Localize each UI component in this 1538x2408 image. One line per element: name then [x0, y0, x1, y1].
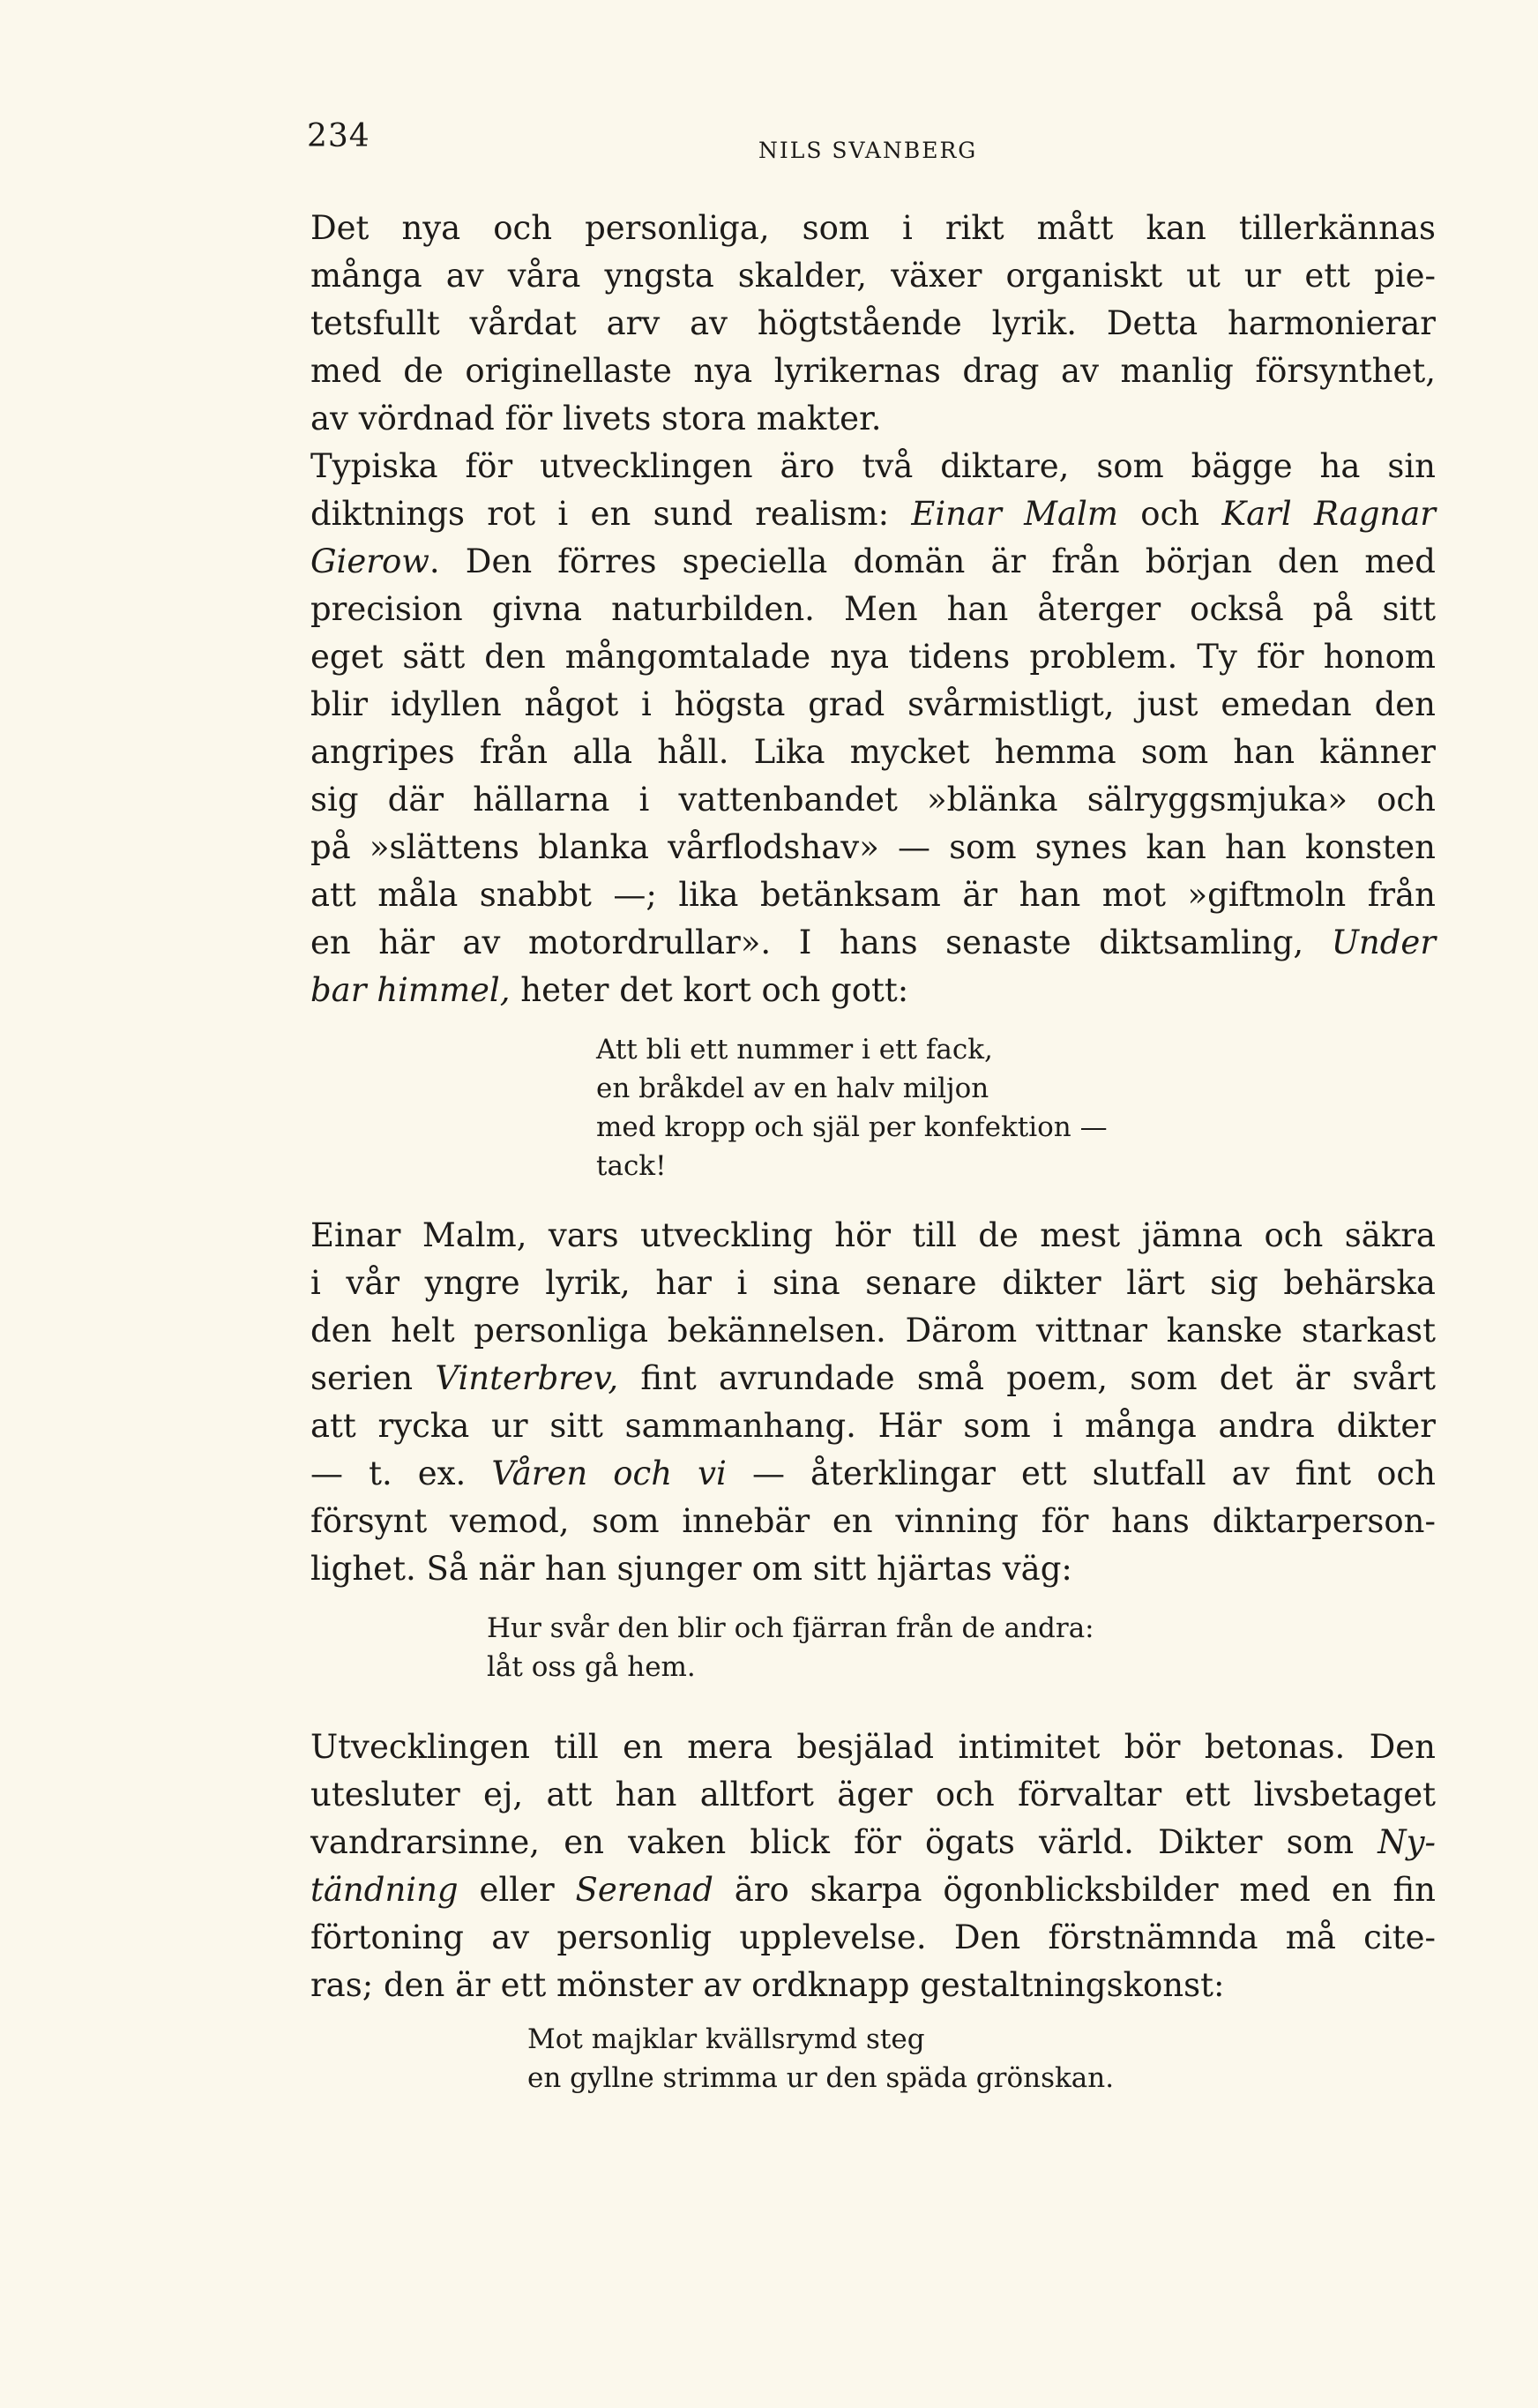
text-segment: Einar Malm, vars utveckling hör till de mest jämna och säkra [310, 1216, 1436, 1254]
poem-line: Hur svår den blir och fjärran från de andra: [487, 1612, 1094, 1644]
text-line [310, 205, 1436, 252]
text-segment: diktnings rot i en sund realism: [310, 495, 912, 533]
text-segment: — återklingar ett slutfall av fint och [726, 1455, 1436, 1492]
poem-line: Att bli ett nummer i ett fack, [596, 1034, 993, 1066]
italic-title-text: Ny- [1377, 1823, 1436, 1861]
text-line [310, 681, 1436, 729]
text-segment: precision givna naturbilden. Men han återger också på sitt [310, 590, 1436, 628]
text-line [310, 1545, 1436, 1593]
text-segment: lighet. Så när han sjunger om sitt hjärtas väg: [310, 1550, 1072, 1588]
text-segment: den helt personliga bekännelsen. Därom vittnar kanske starkast [310, 1312, 1436, 1350]
page-number: 234 [307, 118, 370, 154]
italic-title-text: bar himmel, [310, 971, 511, 1009]
text-line [310, 395, 1436, 443]
italic-title-text: Serenad [575, 1871, 713, 1909]
text-line [310, 1307, 1436, 1355]
text-segment: eget sätt den mångomtalade nya tidens problem. Ty för honom [310, 638, 1436, 676]
text-line [310, 300, 1436, 348]
poem-line: tack! [596, 1150, 667, 1182]
text-line [310, 1819, 1436, 1866]
text-segment: utesluter ej, att han alltfort äger och förvaltar ett livsbetaget [310, 1776, 1436, 1813]
text-line [310, 252, 1436, 300]
text-segment: ras; den är ett mönster av ordknapp gestaltningskonst: [310, 1966, 1225, 2004]
text-segment: Det nya och personliga, som i rikt mått kan tillerkännas [310, 209, 1436, 247]
text-segment: blir idyllen något i högsta grad svårmistligt, just emedan den [310, 685, 1436, 723]
text-segment: av vördnad för livets stora makter. [310, 400, 882, 437]
text-line [310, 633, 1436, 681]
text-segment: att måla snabbt —; lika betänksam är han mot »giftmoln från [310, 876, 1436, 914]
text-segment: serien [310, 1359, 436, 1397]
text-segment: en här av motordrullar». I hans senaste diktsamling, [310, 924, 1332, 961]
text-segment: heter det kort och gott: [510, 971, 909, 1009]
italic-title-text: Våren och vi [491, 1455, 727, 1492]
text-line [310, 586, 1436, 633]
text-line [310, 776, 1436, 824]
text-line [310, 919, 1436, 967]
italic-title-text: Einar Malm [911, 495, 1118, 533]
text-segment: och [1117, 495, 1222, 533]
poem-quote-1 [596, 1030, 1108, 1185]
text-segment: vandrarsinne, en vaken blick för ögats värld. Dikter som [310, 1823, 1378, 1861]
text-line [310, 348, 1436, 395]
poem-line: Mot majklar kvällsrymd steg [527, 2023, 925, 2055]
running-head: NILS SVANBERG [758, 138, 978, 163]
paragraph-block-1 [310, 205, 1436, 1014]
text-segment: med de originellaste nya lyrikernas drag av manlig försynthet, [310, 352, 1436, 390]
text-line [310, 443, 1436, 490]
text-line [310, 1914, 1436, 1962]
text-segment: äro skarpa ögonblicksbilder med en fin [713, 1871, 1436, 1909]
text-segment: angripes från alla håll. Lika mycket hemma som han känner [310, 733, 1436, 771]
paragraph-block-2 [310, 1212, 1436, 1593]
italic-title-text: Vinterbrev, [435, 1359, 619, 1397]
text-line [310, 871, 1436, 919]
page-header [307, 111, 1436, 164]
text-segment: fint avrundade små poem, som det är svårt [618, 1359, 1436, 1397]
text-segment: att rycka ur sitt sammanhang. Här som i många andra dikter [310, 1407, 1436, 1445]
text-segment: Utvecklingen till en mera besjälad intimitet bör betonas. Den [310, 1728, 1436, 1766]
text-segment: i vår yngre lyrik, har i sina senare dikter lärt sig behärska [310, 1264, 1436, 1302]
text-line [310, 1402, 1436, 1450]
poem-quote-2 [487, 1609, 1094, 1686]
text-segment: på »slättens blanka vårflodshav» — som synes kan han konsten [310, 828, 1436, 866]
text-line [310, 538, 1436, 586]
text-segment: . Den förres speciella domän är från början den med [429, 542, 1436, 580]
text-line [310, 1212, 1436, 1260]
poem-line: en gyllne strimma ur den späda grönskan. [527, 2062, 1115, 2094]
italic-title-text: Under [1331, 924, 1436, 961]
text-line [310, 1962, 1436, 2009]
text-line [310, 490, 1436, 538]
text-line [310, 1724, 1436, 1771]
poem-line: en bråkdel av en halv miljon [596, 1073, 989, 1104]
text-segment: Typiska för utvecklingen äro två diktare, som bägge ha sin [310, 447, 1436, 485]
text-segment: förtoning av personlig upplevelse. Den förstnämnda må cite- [310, 1918, 1436, 1956]
text-line [310, 967, 1436, 1014]
text-segment: många av våra yngsta skalder, växer organiskt ut ur ett pie- [310, 257, 1436, 295]
text-segment: — t. ex. [310, 1455, 492, 1492]
italic-title-text: Karl Ragnar [1221, 495, 1436, 533]
poem-line: med kropp och själ per konfektion — [596, 1111, 1108, 1143]
poem-line: låt oss gå hem. [487, 1651, 696, 1683]
text-line [310, 1866, 1436, 1914]
text-line [310, 1355, 1436, 1402]
text-line [310, 1771, 1436, 1819]
text-segment: sig där hällarna i vattenbandet »blänka sälryggsmjuka» och [310, 781, 1436, 819]
text-segment: tetsfullt vårdat arv av högtstående lyrik. Detta harmonierar [310, 304, 1436, 342]
text-line [310, 729, 1436, 776]
text-line [310, 1450, 1436, 1498]
text-line [310, 824, 1436, 871]
text-segment: försynt vemod, som innebär en vinning för hans diktarperson- [310, 1502, 1436, 1540]
paragraph-block-3 [310, 1724, 1436, 2009]
italic-title-text: tändning [310, 1871, 459, 1909]
poem-quote-3 [527, 2020, 1114, 2098]
text-segment: eller [458, 1871, 576, 1909]
text-line [310, 1498, 1436, 1545]
text-line [310, 1260, 1436, 1307]
italic-title-text: Gierow [310, 542, 429, 580]
